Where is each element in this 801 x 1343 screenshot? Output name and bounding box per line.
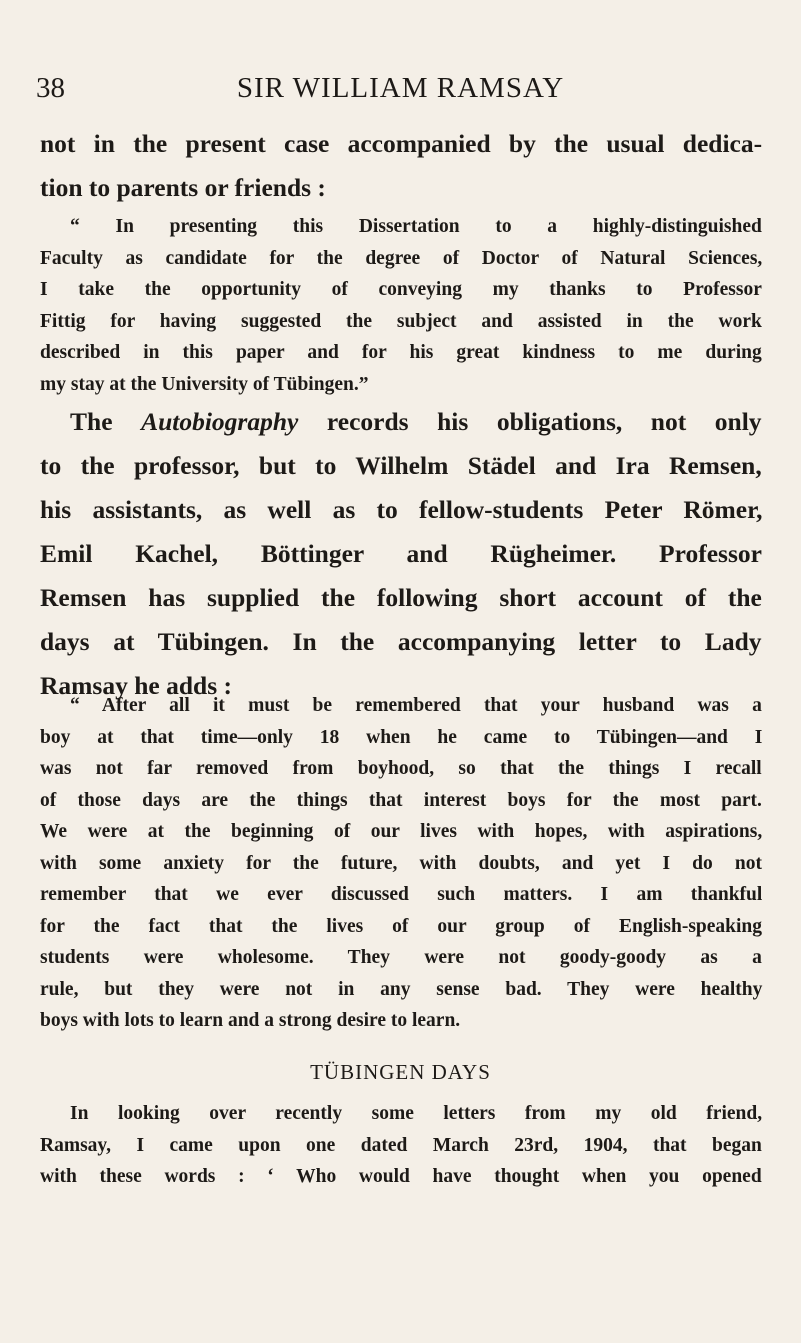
book-title: Autobiography bbox=[141, 407, 299, 436]
text-line: “ In presenting this Dissertation to a highly-distinguished bbox=[70, 216, 762, 237]
text-line: boys with lots to learn and a strong desire to learn. bbox=[40, 1010, 461, 1031]
text-line: boy at that time—only 18 when he came to Tübingen—and I bbox=[40, 726, 763, 748]
page-header bbox=[0, 72, 801, 108]
text-line: I take the opportunity of conveying my thanks to Professor bbox=[40, 279, 762, 300]
text-line: his assistants, as well as to fellow-students Peter Römer, bbox=[40, 495, 763, 524]
text-line: Emil Kachel, Böttinger and Rügheimer. Professor bbox=[40, 539, 762, 568]
text-line: for the fact that the lives of our group of English-speaking bbox=[40, 915, 763, 937]
text-line: was not far removed from boyhood, so that the things I recall bbox=[40, 758, 762, 779]
text-line: Remsen has supplied the following short account of the bbox=[40, 583, 762, 612]
text-line: days at Tübingen. In the accompanying letter to Lady bbox=[40, 627, 762, 656]
text-line: Faculty as candidate for the degree of Doctor of Natural Sciences, bbox=[40, 247, 763, 269]
paragraph-autobiography bbox=[40, 400, 762, 708]
text-line: students were wholesome. They were not goody-goody as a bbox=[40, 947, 762, 968]
text-line: In looking over recently some letters from my old friend, bbox=[70, 1103, 763, 1124]
text-line: rule, but they were not in any sense bad. They were healthy bbox=[40, 978, 763, 1000]
text-line: of those days are the things that interest boys for the most part. bbox=[40, 789, 762, 811]
paragraph-intro bbox=[40, 122, 762, 210]
text-line: with these words : ‘ Who would have thought when you opened bbox=[40, 1166, 762, 1187]
text-fragment: The bbox=[70, 407, 142, 436]
text-line: remember that we ever discussed such matters. I am thankful bbox=[40, 884, 763, 905]
section-heading: TÜBINGEN DAYS bbox=[310, 1060, 491, 1084]
text-line: my stay at the University of Tübingen.” bbox=[40, 373, 369, 395]
text-line: described in this paper and for his great kindness to me during bbox=[40, 342, 762, 363]
page-number: 38 bbox=[36, 72, 65, 104]
text-line: not in the present case accompanied by the usual dedica- bbox=[40, 129, 763, 158]
tubingen-days-text bbox=[40, 1098, 762, 1193]
text-line: tion to parents or friends : bbox=[40, 173, 326, 202]
text-line: We were at the beginning of our lives with hopes, with aspirations, bbox=[40, 821, 763, 842]
text-line: “ After all it must be remembered that your husband was a bbox=[70, 695, 762, 716]
text-fragment: records his obligations, not only bbox=[298, 407, 762, 436]
running-head: SIR WILLIAM RAMSAY bbox=[236, 72, 565, 104]
text-line: Fittig for having suggested the subject and assisted in the work bbox=[40, 310, 762, 332]
text-line bbox=[40, 400, 762, 444]
text-line: to the professor, but to Wilhelm Städel and Ira Remsen, bbox=[40, 451, 762, 480]
dissertation-quote bbox=[40, 211, 762, 400]
remsen-letter-quote bbox=[40, 690, 762, 1037]
text-line: Ramsay, I came upon one dated March 23rd, 1904, that began bbox=[40, 1134, 762, 1156]
text-line: Ramsay he adds : bbox=[40, 671, 232, 700]
text-line: with some anxiety for the future, with doubts, and yet I do not bbox=[40, 852, 762, 874]
